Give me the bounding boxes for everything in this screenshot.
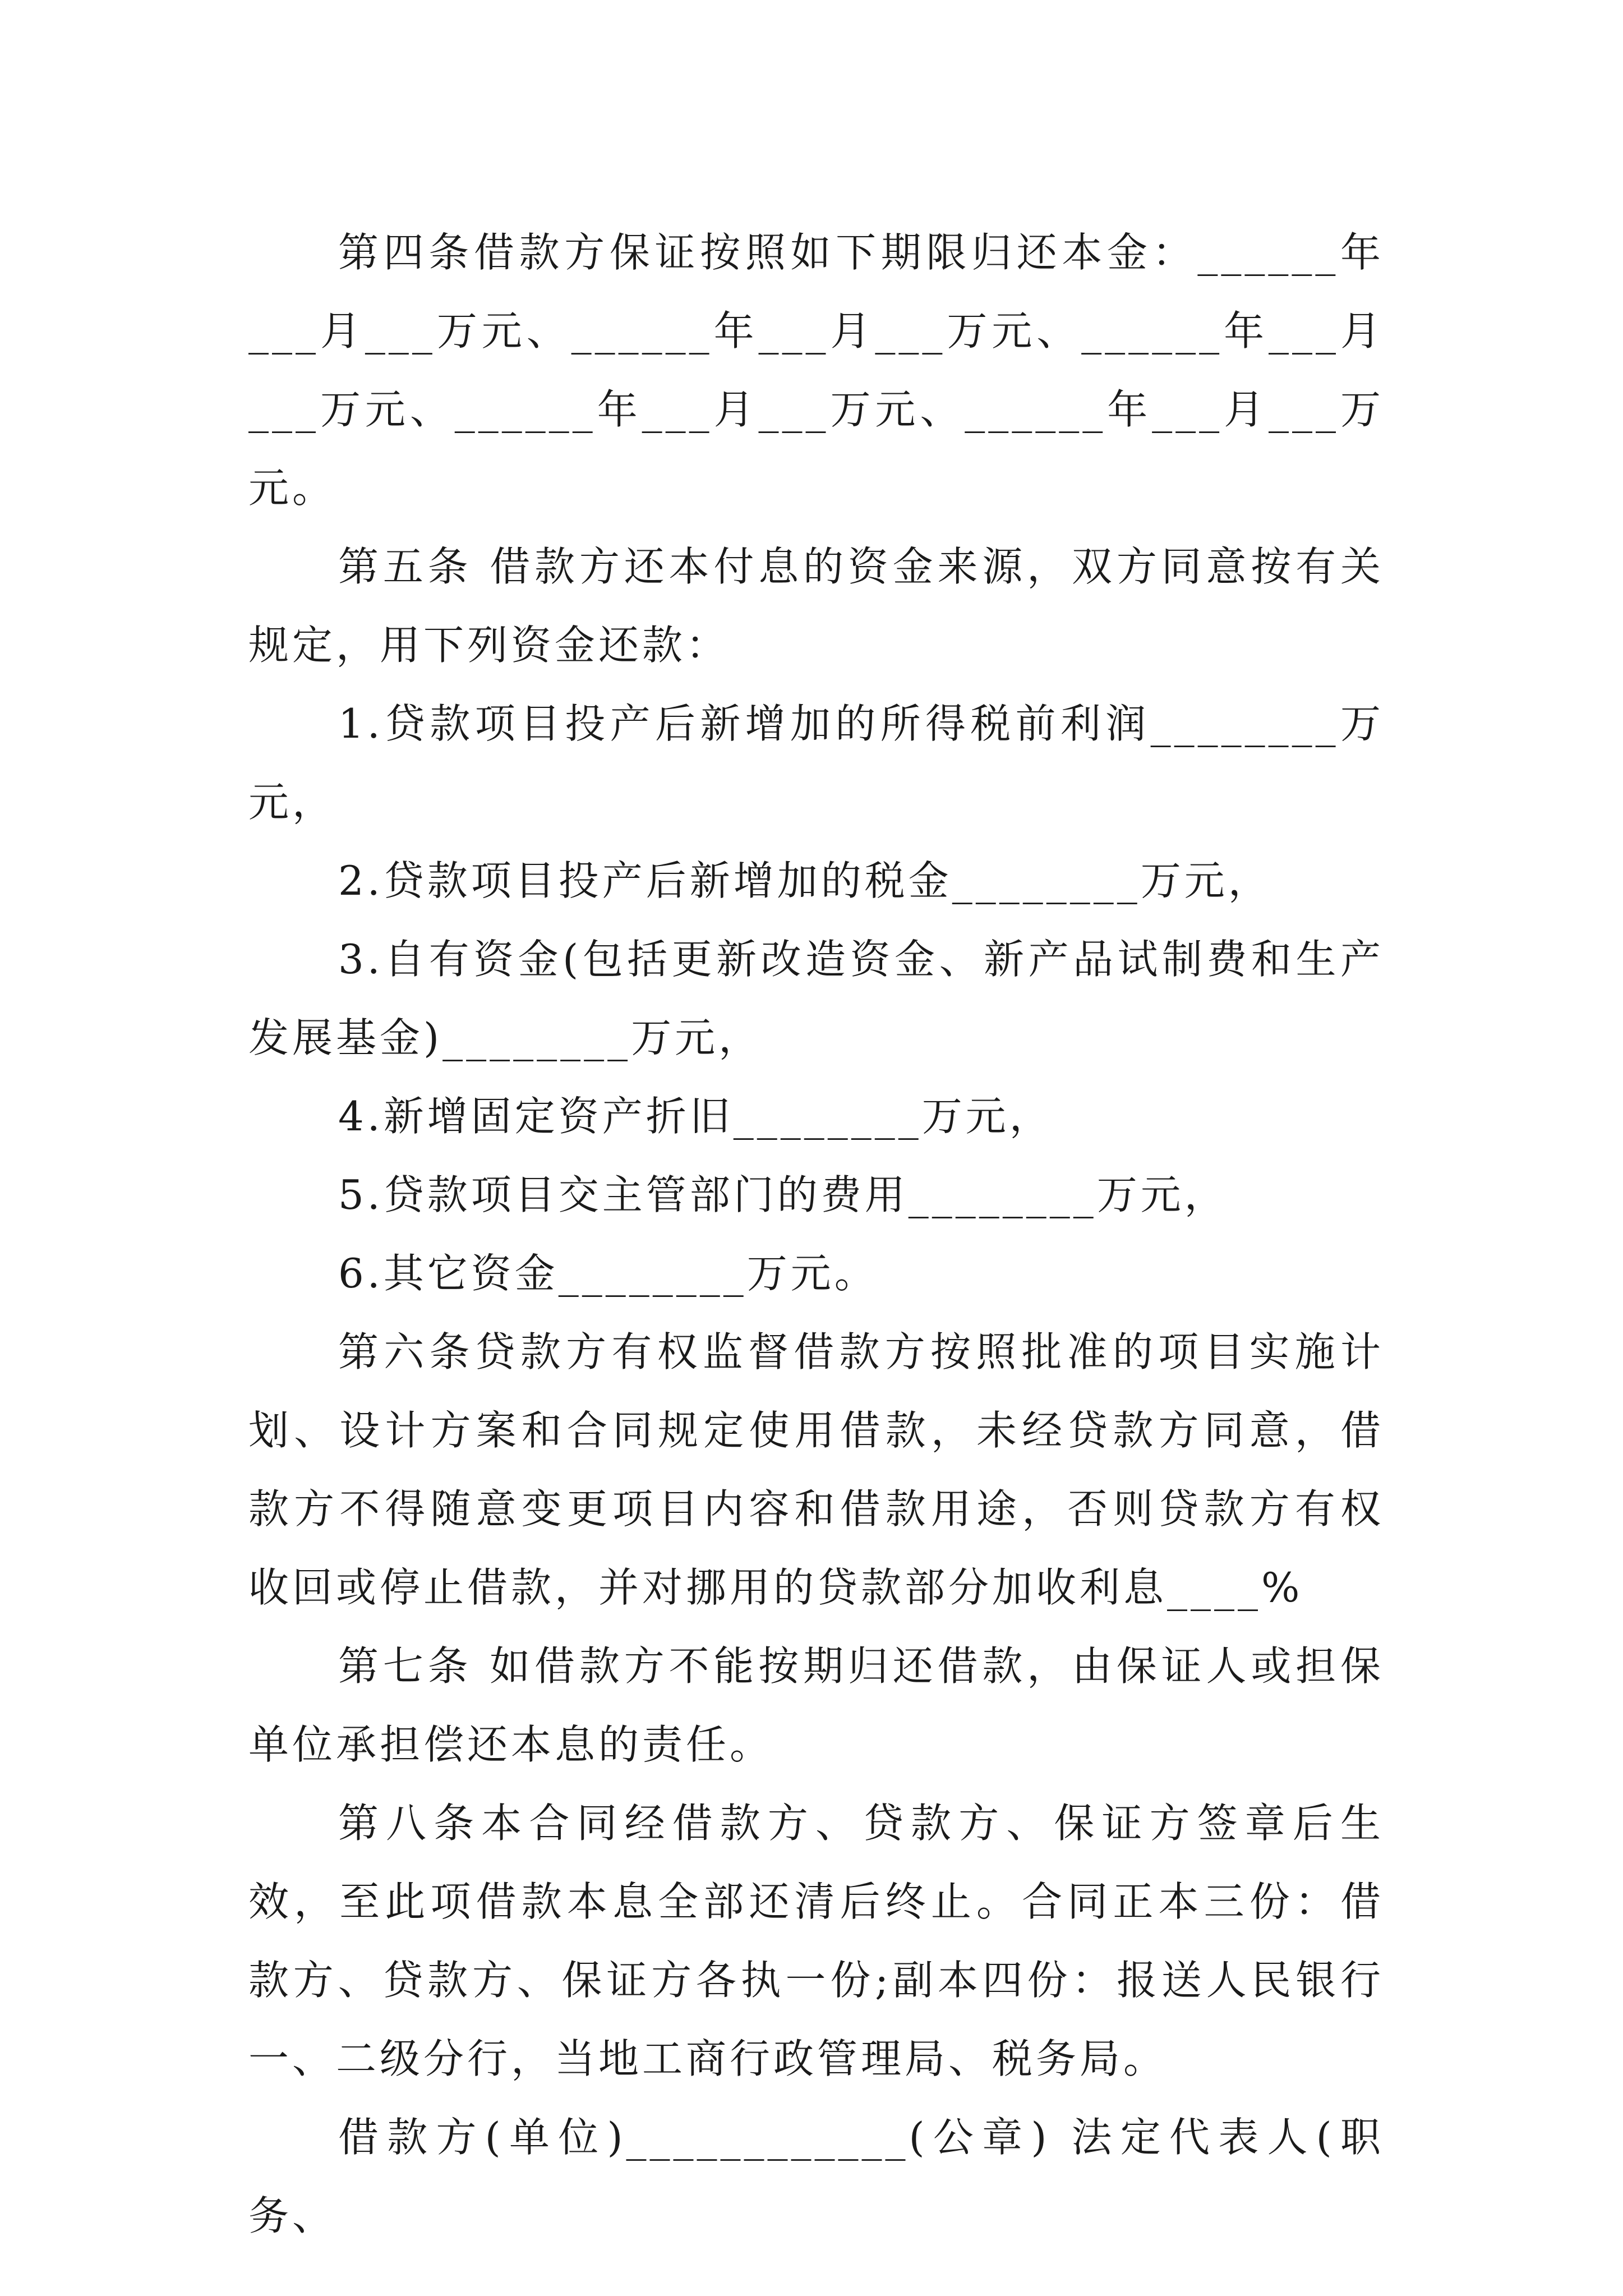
document-body xyxy=(248,213,1384,2255)
article-8-paragraph: 第八条本合同经借款方、贷款方、保证方签章后生效，至此项借款本息全部还清后终止。合同正本三份：借款方、贷款方、保证方各执一份;副本四份：报送人民银行一、二级分行，当地工商行政管理局、税务局。 xyxy=(248,1800,1384,2082)
article-7-paragraph: 第七条 如借款方不能按期归还借款，由保证人或担保单位承担偿还本息的责任。 xyxy=(248,1642,1384,1768)
funding-item-2: 2.贷款项目投产后新增加的税金________万元， xyxy=(338,857,1272,904)
funding-item-1: 1.贷款项目投产后新增加的所得税前利润________万元， xyxy=(248,700,1384,826)
funding-item-5: 5.贷款项目交主管部门的费用________万元， xyxy=(338,1171,1228,1218)
borrower-signature-line: 借款方(单位)____________(公章) 法定代表人(职务、 xyxy=(248,2114,1384,2239)
article-5-paragraph: 第五条 借款方还本付息的资金来源，双方同意按有关规定，用下列资金还款： xyxy=(248,543,1384,669)
funding-item-3: 3.自有资金(包括更新改造资金、新产品试制费和生产发展基金)________万元， xyxy=(248,936,1384,1061)
article-6-paragraph: 第六条贷款方有权监督借款方按照批准的项目实施计划、设计方案和合同规定使用借款，未经贷款方同意，借款方不得随意变更项目内容和借款用途，否则贷款方有权收回或停止借款，并对挪用的贷款部分加收利息____% xyxy=(248,1328,1384,1611)
funding-item-6: 6.其它资金________万元。 xyxy=(338,1250,878,1297)
article-4-paragraph: 第四条借款方保证按照如下期限归还本金：______年___月___万元、______年___月___万元、______年___月___万元、______年___月___万元、______年___月___万元。 xyxy=(248,229,1384,512)
funding-item-4: 4.新增固定资产折旧________万元， xyxy=(338,1093,1053,1140)
